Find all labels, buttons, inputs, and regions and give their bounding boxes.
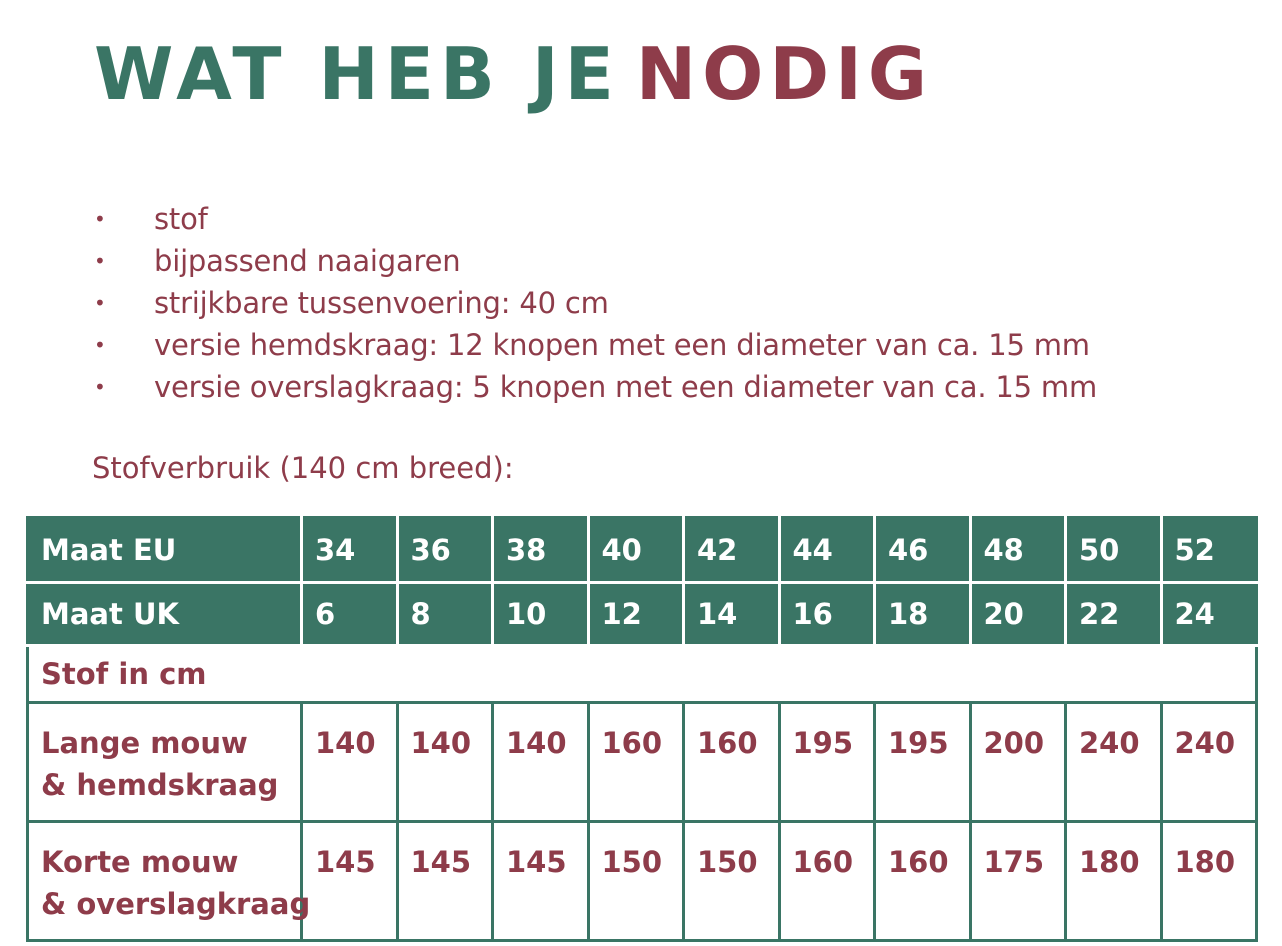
table-cell: 38 (493, 518, 589, 583)
table-cell: 160 (684, 703, 780, 822)
size-table (26, 516, 1258, 942)
table-cell: 36 (397, 518, 493, 583)
row-header: Maat UK (28, 583, 302, 646)
list-item (92, 282, 1097, 324)
table-row-eu-sizes (28, 518, 1257, 583)
table-cell: 20 (970, 583, 1066, 646)
table-cell: 145 (397, 822, 493, 941)
list-item-text: stof (154, 202, 208, 236)
bullet-icon: • (94, 207, 106, 231)
page-title (94, 34, 933, 114)
bullet-icon: • (94, 249, 106, 273)
table-row-uk-sizes (28, 583, 1257, 646)
section-header: Stof in cm (28, 646, 1257, 703)
table-cell: 44 (779, 518, 875, 583)
table-cell: 160 (875, 822, 971, 941)
row-label-line2: & overslagkraag (41, 887, 311, 921)
title-part-green: WAT HEB JE (94, 32, 620, 116)
fabric-usage-label: Stofverbruik (140 cm breed): (92, 451, 514, 485)
row-label-line1: Lange mouw (41, 726, 248, 760)
list-item (92, 240, 1097, 282)
list-item-text: strijkbare tussenvoering: 40 cm (154, 286, 609, 320)
table-cell: 140 (397, 703, 493, 822)
list-item (92, 324, 1097, 366)
table-cell: 150 (684, 822, 780, 941)
table-cell: 40 (588, 518, 684, 583)
table-cell: 175 (970, 822, 1066, 941)
table-cell: 145 (302, 822, 398, 941)
materials-list (92, 198, 1097, 408)
row-label-line2: & hemdskraag (41, 768, 279, 802)
table-cell: 12 (588, 583, 684, 646)
table-cell: 52 (1161, 518, 1257, 583)
list-item-text: versie overslagkraag: 5 knopen met een diameter van ca. 15 mm (154, 370, 1098, 404)
row-header (28, 703, 302, 822)
table-cell: 150 (588, 822, 684, 941)
table-cell: 48 (970, 518, 1066, 583)
bullet-icon: • (94, 333, 106, 357)
table-cell: 160 (588, 703, 684, 822)
table-cell: 140 (493, 703, 589, 822)
list-item-text: bijpassend naaigaren (154, 244, 461, 278)
table-cell: 10 (493, 583, 589, 646)
table-cell: 140 (302, 703, 398, 822)
table-cell: 145 (493, 822, 589, 941)
list-item-text: versie hemdskraag: 12 knopen met een diameter van ca. 15 mm (154, 328, 1090, 362)
table-cell: 46 (875, 518, 971, 583)
table-cell: 22 (1066, 583, 1162, 646)
table-cell: 195 (875, 703, 971, 822)
table-cell: 14 (684, 583, 780, 646)
table-cell: 50 (1066, 518, 1162, 583)
title-part-red: NODIG (635, 32, 933, 116)
table-cell: 160 (779, 822, 875, 941)
table-cell: 6 (302, 583, 398, 646)
table-cell: 16 (779, 583, 875, 646)
row-header: Maat EU (28, 518, 302, 583)
table-row (28, 822, 1257, 941)
table-row-section (28, 646, 1257, 703)
list-item (92, 198, 1097, 240)
table-cell: 240 (1161, 703, 1257, 822)
table-row (28, 703, 1257, 822)
table-cell: 18 (875, 583, 971, 646)
table-cell: 200 (970, 703, 1066, 822)
table-cell: 42 (684, 518, 780, 583)
table-cell: 240 (1066, 703, 1162, 822)
table-cell: 34 (302, 518, 398, 583)
table-cell: 180 (1161, 822, 1257, 941)
table-cell: 8 (397, 583, 493, 646)
row-header (28, 822, 311, 941)
table-cell: 24 (1161, 583, 1257, 646)
list-item (92, 366, 1097, 408)
row-label-line1: Korte mouw (41, 845, 239, 879)
bullet-icon: • (94, 375, 106, 399)
table-cell: 180 (1066, 822, 1162, 941)
table-cell: 195 (779, 703, 875, 822)
bullet-icon: • (94, 291, 106, 315)
